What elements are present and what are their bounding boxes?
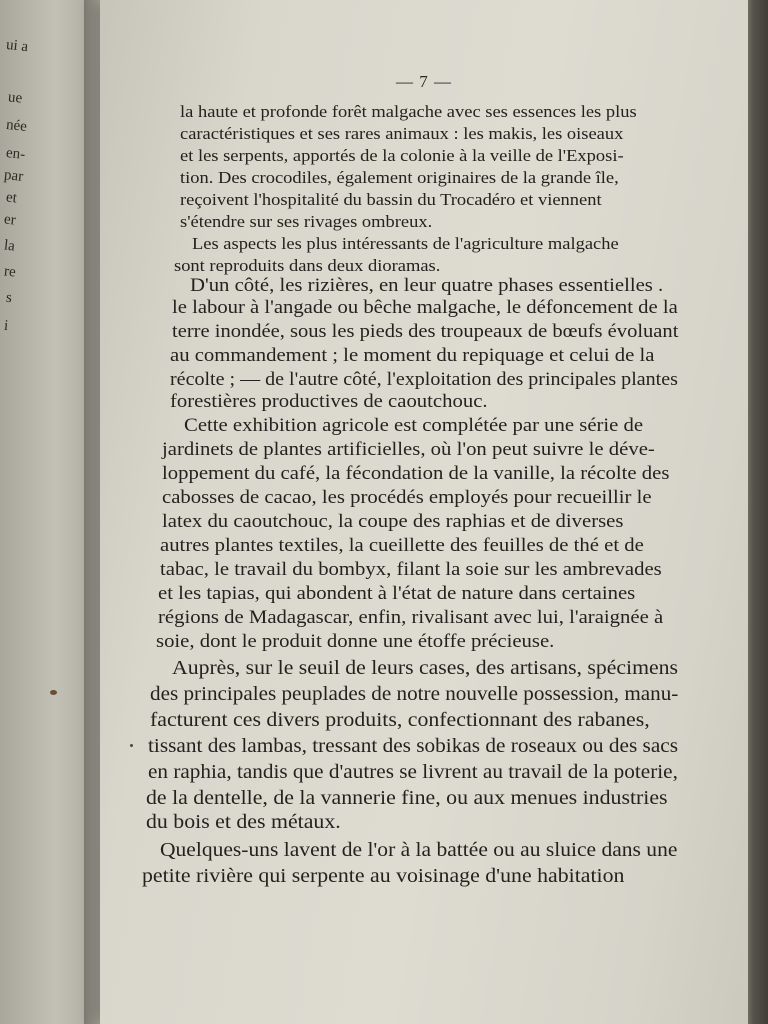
text-line: Auprès, sur le seuil de leurs cases, des artisans, spécimens: [172, 658, 678, 679]
text-line: reçoivent l'hospitalité du bassin du Trocadéro et viennent: [180, 190, 602, 209]
text-line: au commandement ; le moment du repiquage et celui de la: [170, 346, 655, 366]
text-line: petite rivière qui serpente au voisinage d'une habitation: [142, 866, 625, 887]
text-line: Quelques-uns lavent de l'or à la battée ou au sluice dans une: [160, 840, 678, 861]
text-line: tion. Des crocodiles, également originaires de la grande île,: [180, 168, 619, 187]
left-fragment: er: [3, 211, 17, 229]
left-fragment: née: [5, 116, 28, 136]
text-line: latex du caoutchouc, la coupe des raphias et de diverses: [162, 512, 624, 532]
paper-stain: [50, 690, 57, 695]
text-line: tissant des lambas, tressant des sobikas de roseaux ou des sacs: [148, 736, 678, 757]
text-line: jardinets de plantes artificielles, où l'on peut suivre le déve-: [162, 440, 655, 460]
left-fragment: et: [5, 189, 18, 207]
text-line: soie, dont le produit donne une étoffe précieuse.: [156, 632, 555, 652]
left-fragment: par: [3, 167, 24, 185]
left-fragment: ue: [7, 89, 24, 107]
text-line: du bois et des métaux.: [146, 812, 341, 833]
text-line: s'étendre sur ses rivages ombreux.: [180, 212, 433, 231]
text-line: de la dentelle, de la vannerie fine, ou aux menues industries: [146, 788, 668, 809]
text-line: terre inondée, sous les pieds des troupeaux de bœufs évoluant: [172, 322, 679, 342]
left-fragment: en-: [5, 145, 26, 163]
text-line: et les tapias, qui abondent à l'état de nature dans certaines: [158, 584, 636, 604]
text-line: autres plantes textiles, la cueillette des feuilles de thé et de: [160, 536, 644, 556]
text-line: loppement du café, la fécondation de la vanille, la récolte des: [162, 464, 670, 484]
book-page: [100, 0, 748, 1024]
left-fragment: i: [3, 317, 10, 335]
text-line: régions de Madagascar, enfin, rivalisant avec lui, l'araignée à: [158, 608, 664, 628]
text-line: le labour à l'angade ou bêche malgache, le défoncement de la: [172, 298, 678, 318]
left-facing-page: [0, 0, 92, 1024]
text-line: des principales peuplades de notre nouvelle possession, manu-: [150, 684, 679, 705]
text-line: forestières productives de caoutchouc.: [170, 392, 488, 412]
text-line: D'un côté, les rizières, en leur quatre phases essentielles .: [190, 276, 664, 296]
text-line: Cette exhibition agricole est complétée par une série de: [184, 416, 644, 436]
text-line: caractéristiques et ses rares animaux : les makis, les oiseaux: [180, 124, 624, 143]
paper-speck: [130, 744, 133, 747]
left-fragment: la: [3, 237, 16, 255]
text-line: sont reproduits dans deux dioramas.: [174, 256, 441, 275]
text-line: Les aspects les plus intéressants de l'agriculture malgache: [192, 234, 619, 253]
page-text: [100, 0, 748, 1024]
left-fragment: re: [3, 263, 17, 281]
text-line: la haute et profonde forêt malgache avec ses essences les plus: [180, 102, 637, 121]
left-fragment: s: [5, 289, 13, 307]
text-line: facturent ces divers produits, confectionnant des rabanes,: [150, 710, 650, 731]
text-line: cabosses de cacao, les procédés employés pour recueillir le: [162, 488, 652, 508]
text-line: et les serpents, apportés de la colonie à la veille de l'Exposi-: [180, 146, 624, 165]
text-line: récolte ; — de l'autre côté, l'exploitation des principales plantes: [170, 370, 678, 390]
left-fragment: ui a: [5, 36, 29, 56]
page-number: — 7 —: [396, 72, 452, 91]
text-line: tabac, le travail du bombyx, filant la soie sur les ambrevades: [160, 560, 662, 580]
text-line: en raphia, tandis que d'autres se livrent au travail de la poterie,: [148, 762, 678, 783]
